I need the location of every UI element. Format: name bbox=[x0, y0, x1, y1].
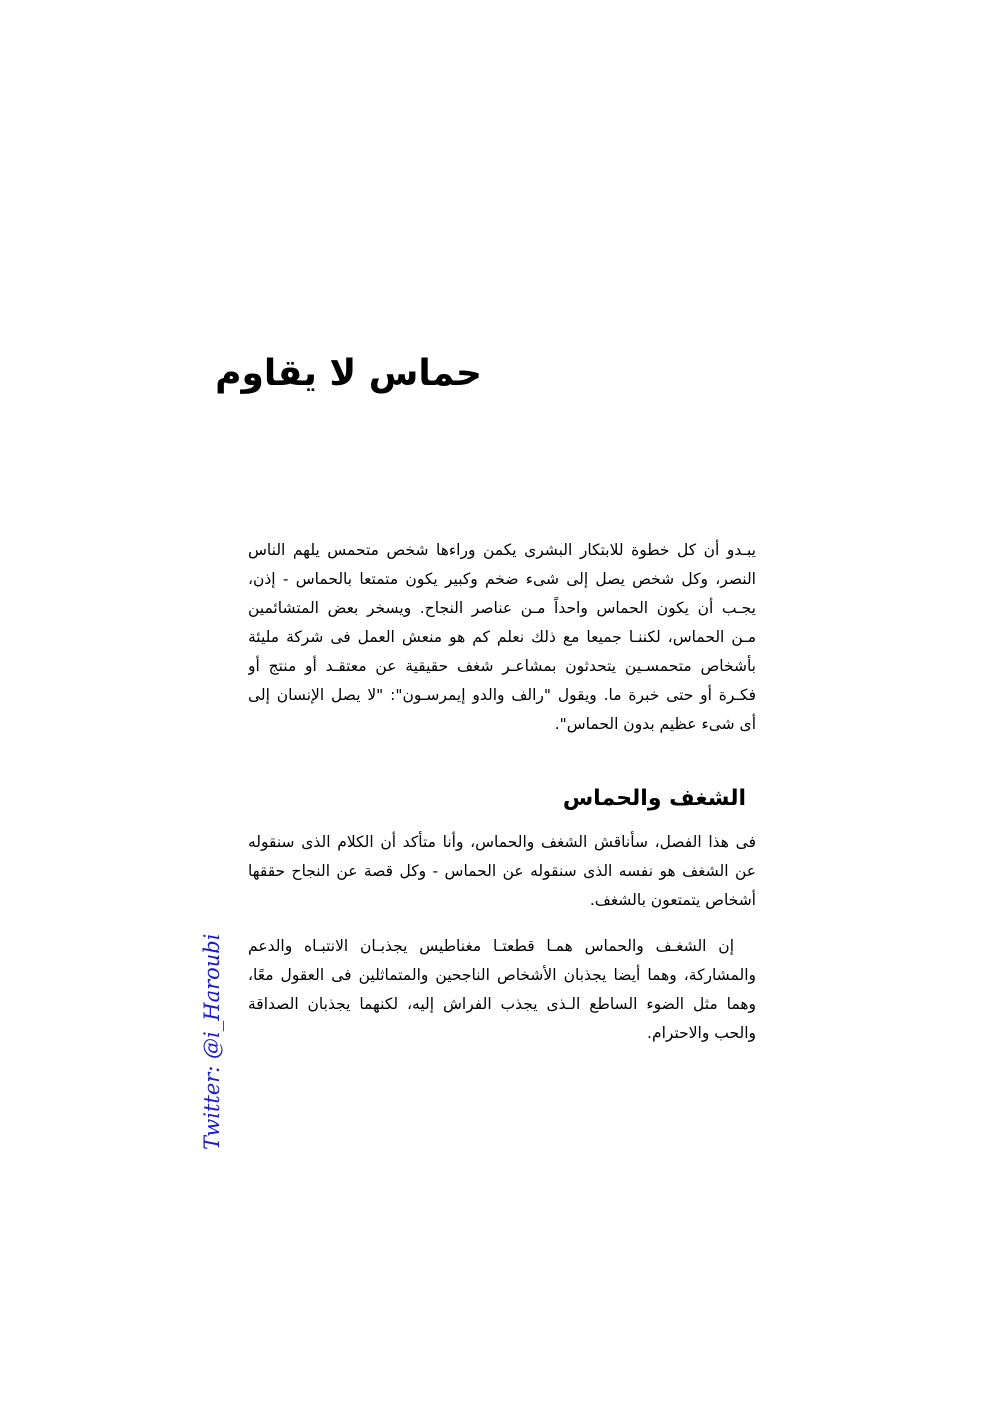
intro-paragraph bbox=[248, 536, 756, 739]
text-line: يجـب أن يكون الحماس واحداً مـن عناصر النجاح. ويسخر بعض المتشائمين bbox=[248, 599, 756, 617]
text-line: أى شىء عظيم بدون الحماس". bbox=[554, 715, 756, 733]
text-line: النصر، وكل شخص يصل إلى شىء ضخم وكبير يكون متمتعا بالحماس - إذن، bbox=[248, 570, 756, 588]
text-line: وهما مثل الضوء الساطع الـذى يجذب الفراش إليه، لكنهما يجذبان الصداقة bbox=[248, 995, 756, 1013]
text-line: بأشخاص متحمسـين يتحدثون بمشاعـر شغف حقيقية عن معتقـد أو منتج أو bbox=[248, 657, 756, 675]
section-paragraph-2 bbox=[248, 932, 756, 1048]
text-line: إن الشغـف والحماس همـا قطعتـا مغناطيس يجذبـان الانتبـاه والدعم bbox=[248, 937, 734, 955]
text-line: فكـرة أو حتى خبرة ما. ويقول "رالف والدو إيمرسـون": "لا يصل الإنسان إلى bbox=[248, 686, 756, 704]
text-line: أشخاص يتمتعون بالشغف. bbox=[589, 891, 756, 909]
chapter-title: حماس لا يقاوم bbox=[215, 353, 482, 394]
text-line: فى هذا الفصل، سأناقش الشغف والحماس، وأنا متأكد أن الكلام الذى سنقوله bbox=[248, 833, 756, 851]
twitter-watermark: Twitter: @i_Haroubi bbox=[200, 933, 224, 1150]
text-line: عن الشغف هو نفسه الذى سنقوله عن الحماس - وكل قصة عن النجاح حققها bbox=[248, 862, 756, 880]
text-line: والحب والاحترام. bbox=[647, 1024, 756, 1042]
text-line: يبـدو أن كل خطوة للابتكار البشرى يكمن وراءها شخص متحمس يلهم الناس bbox=[248, 541, 756, 559]
text-line: مـن الحماس، لكننـا جميعا مع ذلك نعلم كم هو منعش العمل فى شركة مليئة bbox=[248, 628, 756, 646]
section-heading: الشغف والحماس bbox=[562, 786, 746, 811]
section-paragraph-1 bbox=[248, 828, 756, 915]
text-line: والمشاركة، وهما أيضا يجذبان الأشخاص الناجحين والمتماثلين فى العقول معًا، bbox=[248, 966, 756, 984]
